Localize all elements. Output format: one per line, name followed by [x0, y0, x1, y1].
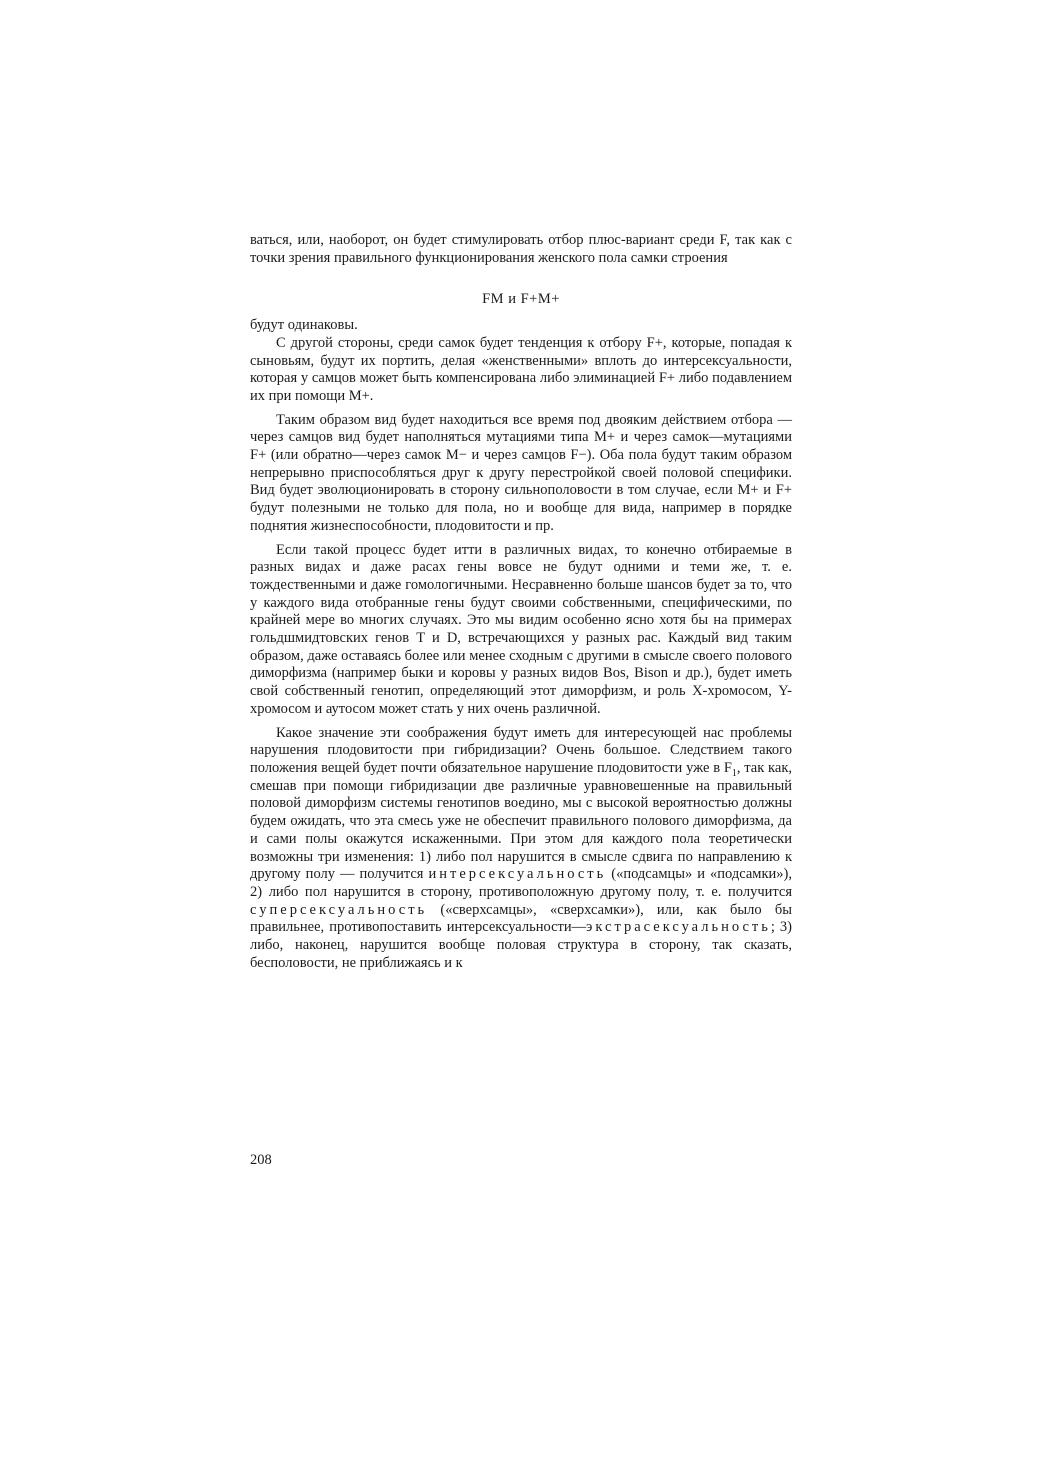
subscript-1: 1 [731, 767, 737, 779]
paragraph-5: Если такой процесс будет итти в различных видах, то конечно отбираемые в разных видах и даже расах гены вовсе не будут одними и теми же, т. е. тождественными и даже гомологичными. Несравненно больше шансов будет за то, что у каждого вида отобранные гены будут своими собственными, специфическими, по крайней мере во многих случаях. Это мы видим особенно ясно хотя бы на примерах гольдшмидтовских генов T и D, встречающихся у разных рас. Каждый вид таким образом, даже оставаясь более или менее сходным с другими в смысле своего полового диморфизма (например быки и коровы у разных видов Bos, Bison и др.), будет иметь свой собственный генотип, определяющий этот диморфизм, и роль X-хромосом, Y-хромосом и аутосом может стать у них очень различной. [250, 541, 792, 717]
term-supersexuality: суперсексуальность [250, 901, 428, 918]
paragraph-2: будут одинаковы. [250, 317, 358, 334]
paragraph-6-part-a: Какое значение эти соображения будут иметь для интересующей нас проблемы нарушения плодовитости при гибридизации? Очень большое. Следствием такого положения вещей будет почти обязательное нарушение плодовитости уже в F [250, 724, 792, 776]
page-number: 208 [250, 1152, 272, 1168]
formula: FM и F+M+ [482, 291, 560, 308]
paragraph-1: ваться, или, наоборот, он будет стимулировать отбор плюс-вариант среди F, так как с точки зрения правильного функционирования женского пола самки строения [250, 232, 792, 266]
term-extrasexuality: экстрасексуальность [586, 919, 771, 936]
page-text [250, 232, 792, 972]
paragraph-6-part-c: («подсамцы» и «подсамки»), 2) либо пол нарушится в сторону, противоположную другому полу, т. е. получится [250, 866, 792, 900]
paragraph-6-part-e: ; 3) либо, наконец, нарушится вообще половая структура в сторону, так сказать, бесполовости, не приближаясь и к [250, 919, 793, 971]
paragraph-4: Таким образом вид будет находиться все время под двояким действием отбора — через самцов вид будет наполняться мутациями типа M+ и через самок—мутациями F+ (или обратно—через самок M− и через самцов F−). Оба пола будут таким образом непрерывно приспособляться друг к другу перестройкой своей половой специфики. Вид будет эволюционировать в сторону сильнополовости в том случае, если M+ и F+ будут полезными не только для пола, но и вообще для вида, например в порядке поднятия жизнеспособности, плодовитости и пр. [250, 411, 792, 534]
paragraph-6-part-d: («сверхсамцы», «сверхсамки»), или, как было бы правильнее, противопоставить интерсексуальности— [250, 901, 792, 936]
term-intersexuality: интерсексуальность [428, 866, 607, 883]
paragraph-3: С другой стороны, среди самок будет тенденция к отбору F+, которые, попадая к сыновьям, будут их портить, делая «женственными» вплоть до интерсексуальности, которая у самцов может быть компенсирована либо элиминацией F+ либо подавлением их при помощи M+. [250, 334, 792, 404]
paragraph-6-part-b: , так как, смешав при помощи гибридизации две различные уравновешенные на правильный половой диморфизм системы генотипов воедино, мы с высокой вероятностью должны будем ожидать, что эта смесь уже не обеспечит правильного полового диморфизма, да и сами полы окажутся искаженными. При этом для каждого пола теоретически возможны три изменения: 1) либо пол нарушится в смысле сдвига по направлению к другому полу — получится [250, 759, 792, 883]
paragraph-6 [250, 725, 792, 973]
